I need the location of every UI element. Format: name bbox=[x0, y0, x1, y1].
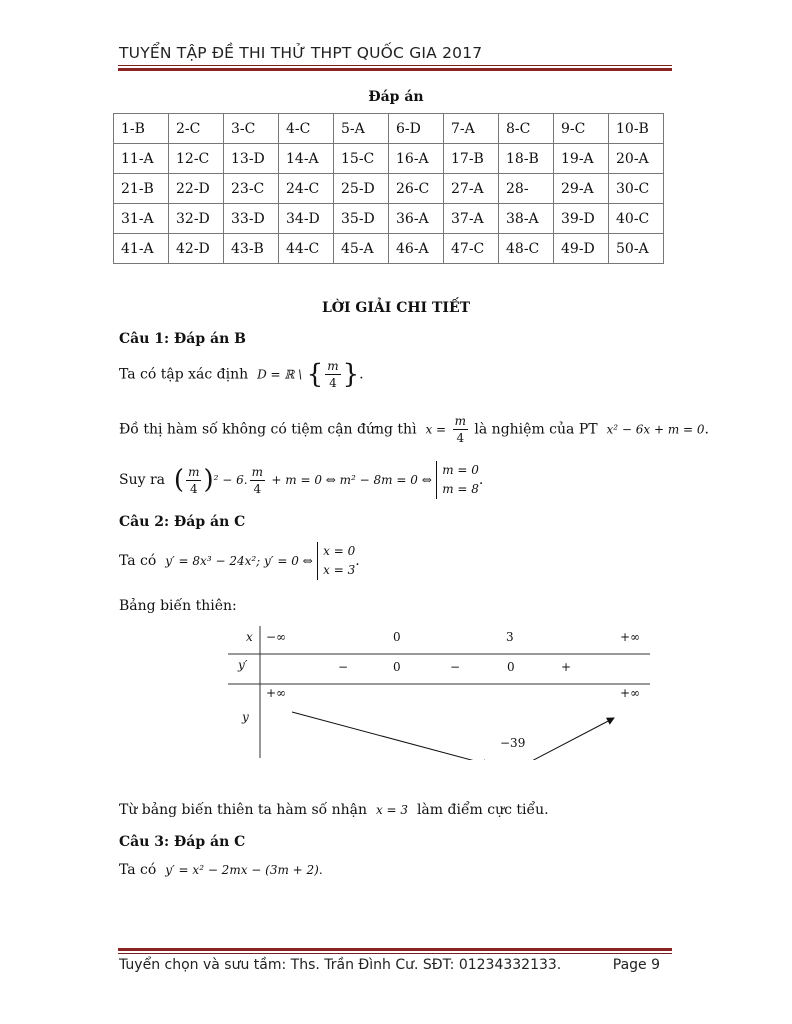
variation-table bbox=[228, 626, 650, 760]
footer-rule-thin bbox=[118, 953, 672, 954]
x-val-4: +∞ bbox=[620, 630, 641, 644]
answer-cell: 18-B bbox=[499, 144, 554, 174]
answer-cell: 23-C bbox=[224, 174, 279, 204]
answer-row bbox=[114, 144, 664, 174]
q1-line3: Suy ra ( $\frac{m}{4}$ )² − 6. $\frac{m}{4}$ + m = 0 ⇔ m² − 8m = 0 ⇔ m = 0 m = 8 . bbox=[119, 461, 483, 499]
answer-cell: 49-D bbox=[554, 234, 609, 264]
answer-cell: 26-C bbox=[389, 174, 444, 204]
q2-case-2: x = 3 bbox=[323, 563, 356, 577]
answer-cell: 19-A bbox=[554, 144, 609, 174]
q2-table-label: Bảng biến thiên: bbox=[119, 598, 237, 614]
answer-row bbox=[114, 234, 664, 264]
answer-cell: 22-D bbox=[169, 174, 224, 204]
header-rule-thick bbox=[118, 68, 672, 71]
page-number: Page 9 bbox=[612, 957, 660, 973]
increase-arrow bbox=[526, 718, 614, 760]
x-label: x bbox=[246, 630, 253, 644]
answer-cell: 34-D bbox=[279, 204, 334, 234]
answer-cell: 10-B bbox=[609, 114, 664, 144]
answer-key-title: Đáp án bbox=[368, 89, 424, 105]
answer-cell: 9-C bbox=[554, 114, 609, 144]
q2-line1: Ta có y′ = 8x³ − 24x²; y′ = 0 ⇔ x = 0 x = 3 . bbox=[119, 542, 360, 580]
answer-row bbox=[114, 204, 664, 234]
q3-line1: Ta có y′ = x² − 2mx − (3m + 2). bbox=[119, 862, 323, 878]
answer-cell: 28- bbox=[499, 174, 554, 204]
yp-val-4: 0 bbox=[507, 660, 515, 674]
answer-cell: 44-C bbox=[279, 234, 334, 264]
answer-cell: 27-A bbox=[444, 174, 499, 204]
answer-cell: 4-C bbox=[279, 114, 334, 144]
answer-cell: 42-D bbox=[169, 234, 224, 264]
answer-cell: 13-D bbox=[224, 144, 279, 174]
answer-cell: 24-C bbox=[279, 174, 334, 204]
y-val-left: +∞ bbox=[266, 686, 287, 700]
header-rule-thin bbox=[118, 65, 672, 66]
answer-cell: 29-A bbox=[554, 174, 609, 204]
answer-cell: 14-A bbox=[279, 144, 334, 174]
q2-heading: Câu 2: Đáp án C bbox=[119, 514, 246, 530]
y-val-min: −39 bbox=[500, 736, 526, 750]
q1-fraction: $\frac{m}{4}$ bbox=[327, 359, 339, 390]
answer-cell: 48-C bbox=[499, 234, 554, 264]
answer-cell: 5-A bbox=[334, 114, 389, 144]
answer-cell: 6-D bbox=[389, 114, 444, 144]
answer-cell: 20-A bbox=[609, 144, 664, 174]
answer-cell: 47-C bbox=[444, 234, 499, 264]
page-header-title: TUYỂN TẬP ĐỀ THI THỬ THPT QUỐC GIA 2017 bbox=[119, 44, 483, 62]
answer-cell: 38-A bbox=[499, 204, 554, 234]
answer-cell: 11-A bbox=[114, 144, 169, 174]
answer-cell: 36-A bbox=[389, 204, 444, 234]
q2-derivative: y′ = 8x³ − 24x²; y′ = 0 ⇔ bbox=[165, 554, 313, 568]
answer-cell: 12-C bbox=[169, 144, 224, 174]
answer-cell: 17-B bbox=[444, 144, 499, 174]
q1-line1: Ta có tập xác định D = ℝ \ { $\frac{m}{4}$ }. bbox=[119, 359, 364, 390]
answer-cell: 8-C bbox=[499, 114, 554, 144]
q1-heading: Câu 1: Đáp án B bbox=[119, 331, 246, 347]
answer-cell: 33-D bbox=[224, 204, 279, 234]
yp-val-1: − bbox=[338, 660, 349, 674]
answer-cell: 46-A bbox=[389, 234, 444, 264]
yp-val-2: 0 bbox=[393, 660, 401, 674]
answer-cell: 40-C bbox=[609, 204, 664, 234]
y-val-right: +∞ bbox=[620, 686, 641, 700]
q1-case-1: m = 0 bbox=[442, 463, 479, 477]
answer-cell: 32-D bbox=[169, 204, 224, 234]
answer-cell: 21-B bbox=[114, 174, 169, 204]
q2-conclusion: Từ bảng biến thiên ta hàm số nhận x = 3 làm điểm cực tiểu. bbox=[119, 802, 549, 818]
solution-title: LỜI GIẢI CHI TIẾT bbox=[321, 300, 471, 316]
answer-cell: 31-A bbox=[114, 204, 169, 234]
q1-line2: Đồ thị hàm số không có tiệm cận đứng thì x = $\frac{m}{4}$ là nghiệm của PT x² − 6x + m = 0. bbox=[119, 414, 709, 445]
answer-cell: 2-C bbox=[169, 114, 224, 144]
q1-case-2: m = 8 bbox=[442, 482, 479, 496]
x-val-2: 0 bbox=[393, 630, 401, 644]
answer-cell: 35-D bbox=[334, 204, 389, 234]
decrease-arrow bbox=[292, 712, 490, 760]
answer-cell: 30-C bbox=[609, 174, 664, 204]
q1-domain-formula: D = ℝ \ bbox=[257, 367, 303, 382]
answer-cell: 41-A bbox=[114, 234, 169, 264]
answer-cell: 25-D bbox=[334, 174, 389, 204]
yp-val-5: + bbox=[561, 660, 572, 674]
q3-derivative: y′ = x² − 2mx − (3m + 2). bbox=[165, 863, 323, 877]
variation-table-lines bbox=[228, 626, 650, 760]
answer-cell: 45-A bbox=[334, 234, 389, 264]
answer-cell: 39-D bbox=[554, 204, 609, 234]
answer-cell: 1-B bbox=[114, 114, 169, 144]
answer-row bbox=[114, 174, 664, 204]
answer-cell: 7-A bbox=[444, 114, 499, 144]
answer-cell: 37-A bbox=[444, 204, 499, 234]
answer-cell: 50-A bbox=[609, 234, 664, 264]
x-val-1: −∞ bbox=[266, 630, 287, 644]
q2-case-1: x = 0 bbox=[323, 544, 356, 558]
yp-val-3: − bbox=[450, 660, 461, 674]
y-label: y bbox=[242, 710, 249, 724]
footer-credit: Tuyển chọn và sưu tầm: Ths. Trần Đình Cư. SĐT: 01234332133. bbox=[119, 957, 562, 973]
q1-equation: x² − 6x + m = 0 bbox=[606, 422, 705, 437]
q3-heading: Câu 3: Đáp án C bbox=[119, 834, 246, 850]
answer-cell: 43-B bbox=[224, 234, 279, 264]
q1-fraction-2: $\frac{m}{4}$ bbox=[454, 414, 466, 445]
answer-cell: 15-C bbox=[334, 144, 389, 174]
answer-cell: 3-C bbox=[224, 114, 279, 144]
answer-row bbox=[114, 114, 664, 144]
answer-cell: 16-A bbox=[389, 144, 444, 174]
x-val-3: 3 bbox=[506, 630, 514, 644]
yp-label: y′ bbox=[238, 658, 248, 672]
answer-key-table bbox=[113, 113, 664, 264]
footer-rule-thick bbox=[118, 948, 672, 951]
